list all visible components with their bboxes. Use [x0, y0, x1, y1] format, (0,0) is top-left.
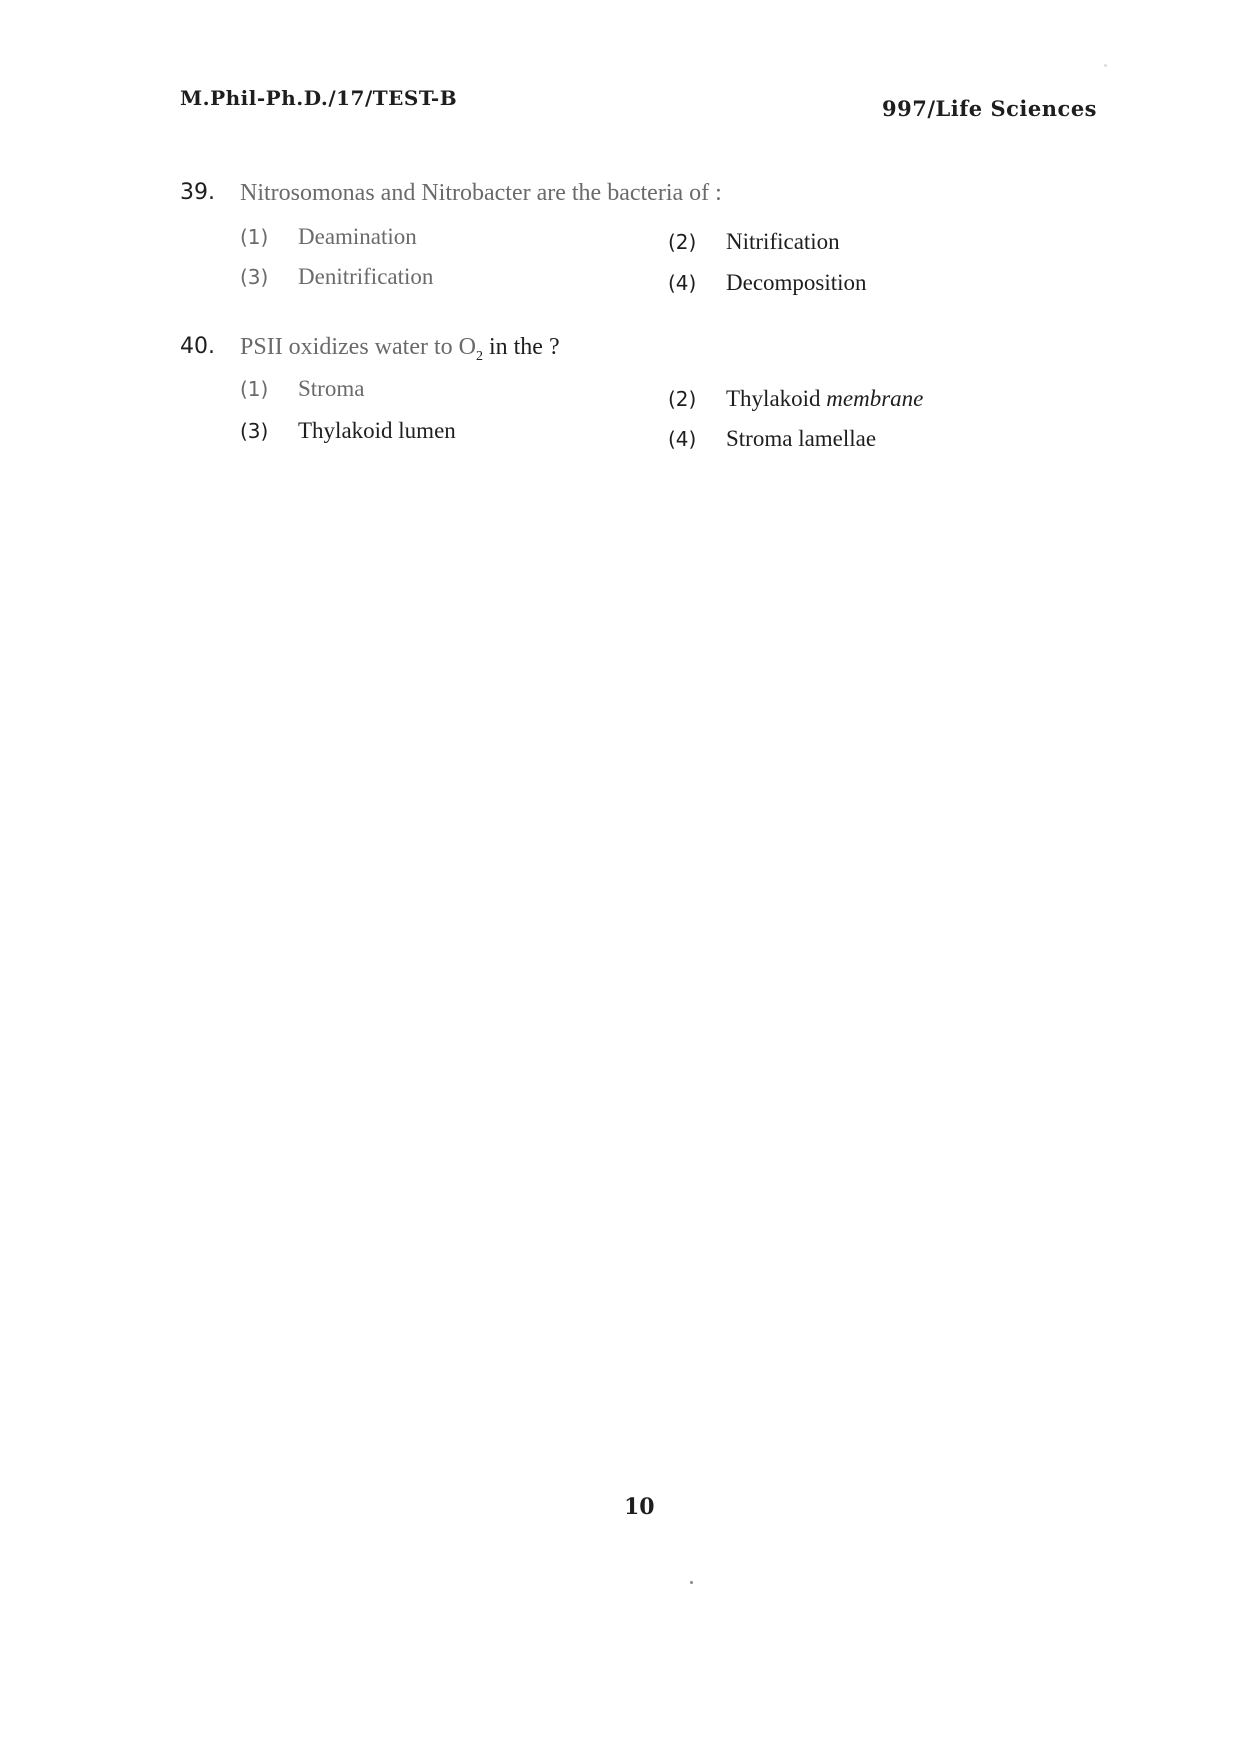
option-4 [668, 426, 876, 452]
option-label: Stroma [298, 376, 365, 401]
option-number: (4) [668, 427, 697, 451]
question-number: 39. [180, 180, 215, 205]
option-1 [240, 376, 364, 402]
option-2 [668, 386, 923, 412]
page-number: 10 [624, 1494, 655, 1520]
option-1 [240, 224, 417, 250]
option-number: (2) [668, 387, 697, 411]
option-number: (1) [240, 377, 269, 401]
option-3 [240, 264, 433, 290]
question-text-part: PSII oxidizes water to O [240, 334, 476, 360]
option-number: (2) [668, 230, 697, 254]
option-label: Stroma lamellae [726, 426, 877, 451]
option-4 [668, 270, 867, 296]
option-label: Decomposition [726, 270, 867, 295]
option-label: Nitrification [726, 229, 840, 254]
option-label: Thylakoid [726, 386, 827, 411]
question-text [240, 334, 560, 365]
scan-speck [690, 1581, 693, 1584]
scan-speck [1104, 64, 1107, 67]
question-number: 40. [180, 334, 215, 359]
option-number: (4) [668, 271, 697, 295]
option-3 [240, 418, 456, 444]
header-exam-code: M.Phil-Ph.D./17/TEST-B [180, 86, 458, 110]
question-text-part: in the ? [482, 334, 560, 360]
option-label: Deamination [298, 224, 417, 249]
option-label-italic: membrane [826, 386, 924, 411]
option-number: (3) [240, 265, 269, 289]
option-number: (3) [240, 419, 269, 443]
option-2 [668, 229, 840, 255]
header-subject: 997/Life Sciences [882, 96, 1097, 121]
option-label: Denitrification [298, 264, 434, 289]
option-label: Thylakoid lumen [298, 418, 456, 443]
option-number: (1) [240, 225, 269, 249]
question-text: Nitrosomonas and Nitrobacter are the bacteria of : [240, 180, 722, 206]
subscript: 2 [475, 348, 483, 364]
